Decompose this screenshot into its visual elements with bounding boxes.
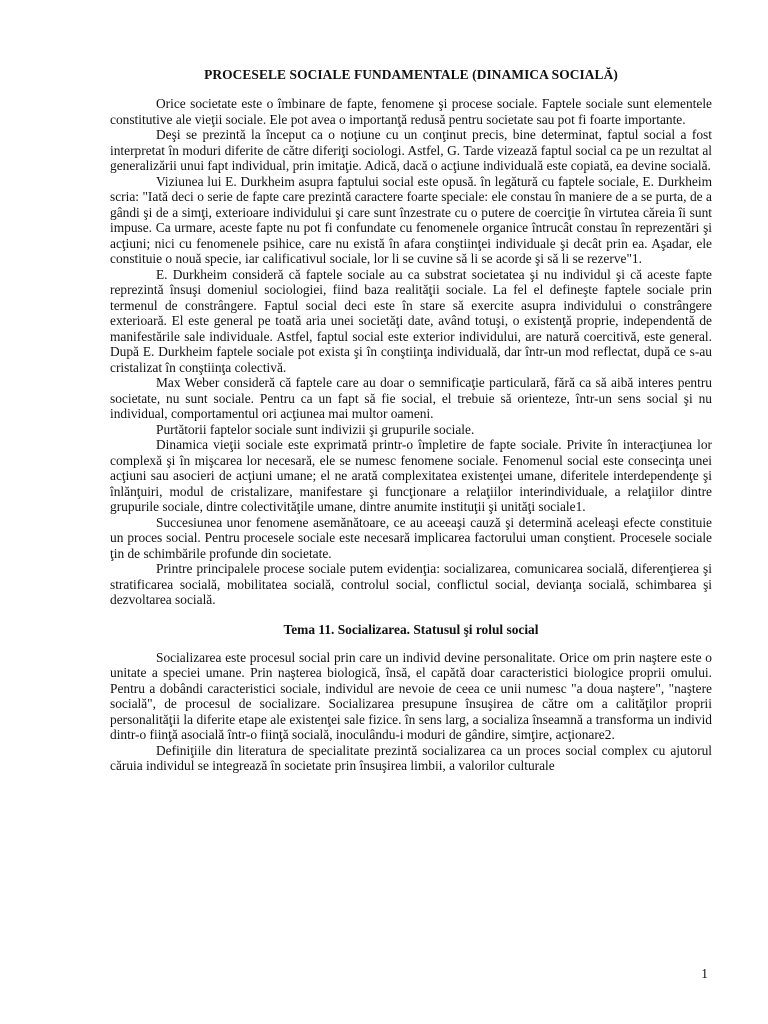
page-number: 1: [701, 966, 708, 981]
paragraph: Definiţiile din literatura de specialitate prezintă socializarea ca un proces social complex cu ajutorul căruia individul se integrează în societate prin însuşirea limbii, a valorilor culturale: [110, 742, 712, 773]
paragraph: Purtătorii faptelor sociale sunt indivizii şi grupurile sociale.: [156, 421, 475, 437]
document-page: [110, 66, 712, 774]
paragraph: Succesiunea unor fenomene asemănătoare, ce au aceeaşi cauză şi determină aceleaşi efecte constituie un proces social. Pentru procesele sociale este necesară implicarea factorului uman conştient. Procesele sociale ţin de schimbările profunde din societate.: [110, 514, 712, 561]
paragraph: Orice societate este o îmbinare de fapte, fenomene şi procese sociale. Faptele sociale sunt elementele constitutive ale vieţii sociale. Ele pot avea o importanţă redusă pentru societate sau pot fi foarte importante.: [110, 96, 712, 127]
paragraph: E. Durkheim consideră că faptele sociale au ca substrat societatea şi nu individul şi că aceste fapte reprezintă însuşi domeniul sociologiei, fiind baza realităţii sociale. La fel el defineşte faptele sociale prin termenul de constrângere. Faptul social deci este în stare să exercite asupra individului o constrângere exterioară. El este general pe toată aria unei societăţi date, având totuşi, o existenţă proprie, independentă de manifestările sale individuale. Astfel, faptul social este exterior individului, are natură coercitivă, este general. După E. Durkheim faptele sociale pot exista şi în conştiinţa individuală, dar într-un mod reflectat, după ce s-au cristalizat în conştiinţa colectivă.: [110, 266, 712, 375]
paragraph: Max Weber consideră că faptele care au doar o semnificaţie particulară, fără ca să aibă interes pentru societate, nu sunt sociale. Pentru ca un fapt să fie social, el trebuie să orienteze, într-un sens social şi nu individual, comportamentul ori acţiunea mai multor oameni.: [110, 375, 712, 421]
paragraph: Printre principalele procese sociale putem evidenţia: socializarea, comunicarea socială, diferenţierea şi stratificarea socială, mobilitatea socială, controlul social, conflictul social, devianţa socială, schimbarea şi dezvoltarea socială.: [110, 561, 712, 607]
document-title: PROCESELE SOCIALE FUNDAMENTALE (DINAMICA SOCIALĂ): [204, 67, 618, 82]
section-heading: Tema 11. Socializarea. Statusul şi rolul social: [283, 621, 539, 637]
paragraph: Viziunea lui E. Durkheim asupra faptului social este opusă. în legătură cu faptele sociale, E. Durkheim scria: "Iată deci o serie de fapte care prezintă caractere foarte speciale: ele constau în maniere de a se purta, de a gândi şi de a simţi, exterioare individului şi care sunt înzestrate cu o putere de coerciţie în virtutea căreia îi sunt impuse. Ca urmare, aceste fapte nu pot fi confundate cu fenomenele organice întrucât constau în reprezentări şi acţiuni; nici cu fenomenele psihice, care nu există în afara conştiinţei individuale şi decât prin ea. Aşadar, ele constituie o nouă specie, iar calificativul sociale, lor li se cuvine să li se acorde şi să li se rezerve"1.: [110, 173, 712, 266]
paragraph: Deşi se prezintă la început ca o noţiune cu un conţinut precis, bine determinat, faptul social a fost interpretat în moduri diferite de către diferiţi sociologi. Astfel, G. Tarde vizează faptul social ca pe un rezultat al generalizării unui fapt individual, prin imitaţie. Adică, dacă o acţiune individuală este copiată, ea devine socială.: [110, 127, 712, 173]
paragraph: Dinamica vieţii sociale este exprimată printr-o împletire de fapte sociale. Privite în interacţiunea lor complexă şi în mişcarea lor necesară, ele se numesc fenomene sociale. Fenomenul social este consecinţa unei acţiuni sau asocieri de acţiuni umane; el ne arată complexitatea existenţei umane, diferitele interdependenţe şi înlănţuiri, modul de cristalizare, manifestare şi funcţionare a relaţiilor interindividuale, a relaţiilor dintre grupurile sociale, dintre colectivităţile umane, dintre anumite instituţii şi unităţi sociale1.: [110, 437, 712, 514]
paragraph: Socializarea este procesul social prin care un individ devine personalitate. Orice om prin naştere este o unitate a speciei umane. Prin naşterea biologică, însă, el capătă doar caracteristici biologice proprii omului. Pentru a dobândi caracteristici sociale, individul are nevoie de ceea ce unii numesc "a doua naştere", "naştere socială", de procesul de socializare. Socializarea presupune însuşirea de către om a calităţilor proprii personalităţii la diferite etape ale existenţei sale fizice. în sens larg, a socializa înseamnă a transforma un individ dintr-o fiinţă asocială într-o fiinţă socială, inoculându-i moduri de gândire, simţire, acţionare2.: [110, 649, 712, 742]
